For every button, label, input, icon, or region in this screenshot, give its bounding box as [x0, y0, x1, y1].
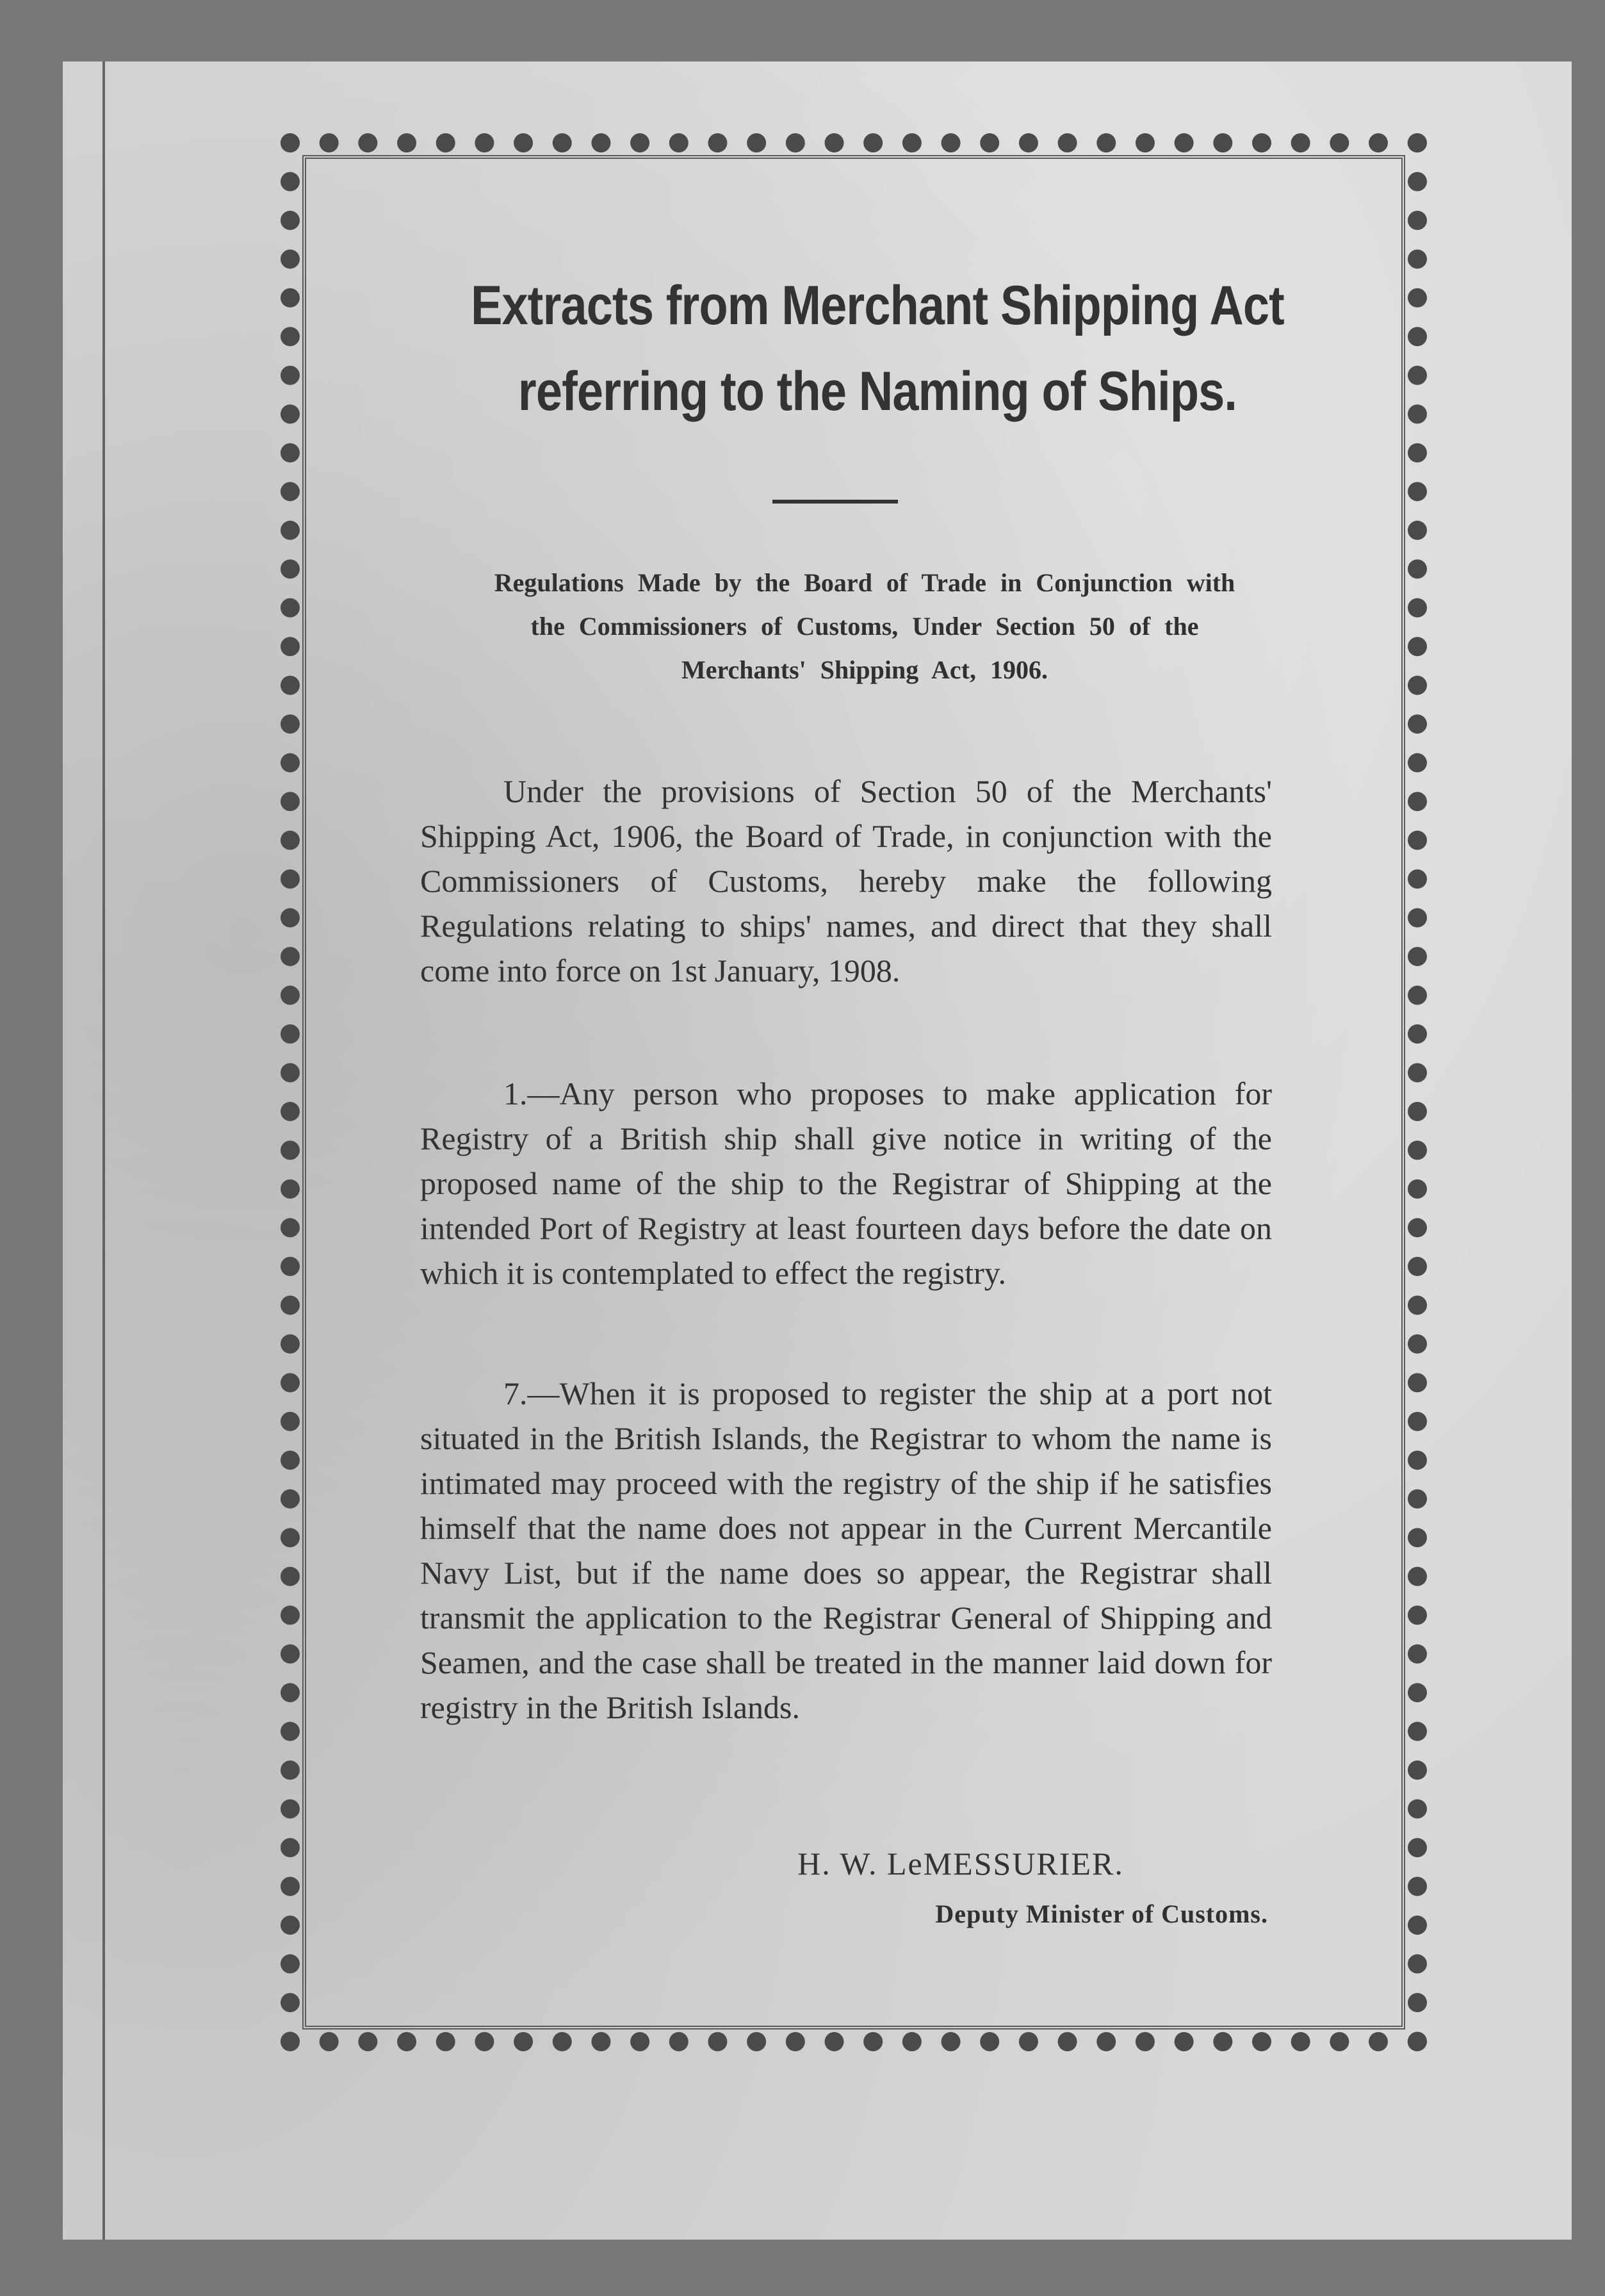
- title-divider: [772, 500, 898, 504]
- regulation-1-paragraph: 1.—Any person who proposes to make application for Registry of a British ship shall give notice in writing of the proposed name of the ship to the Registrar of Shipping at the intended Port of Registry at least fourteen days before the date on which it is contemplated to effect the registry.: [420, 1076, 1272, 1291]
- regulation-7-paragraph: 7.—When it is proposed to register the ship at a port not situated in the British Islands, the Registrar to whom the name is intimated may proceed with the registry of the ship if he satisfies himself that the name does not appear in the Current Mercantile Navy List, but if the name does so appear, the Registrar shall transmit the application to the Registrar General of Shipping and Seamen, and the case shall be treated in the manner laid down for registry in the British Islands.: [420, 1375, 1272, 1725]
- signatory-name: H. W. LeMESSURIER.: [797, 1846, 1124, 1882]
- document-subtitle: Regulations Made by the Board of Trade in Conjunction with the Commissioners of Customs, Under Section 50 of the Merchants' Shipping Act, 1906.: [494, 568, 1235, 684]
- page-fold-line: [102, 62, 105, 2240]
- intro-paragraph: Under the provisions of Section 50 of the Merchants' Shipping Act, 1906, the Board of Trade, in conjunction with the Commissioners of Customs, hereby make the following Regulations relating to ships' names, and direct that they shall come into force on 1st January, 1908.: [420, 773, 1272, 988]
- document-title: Extracts from Merchant Shipping Act referring to the Naming of Ships.: [471, 275, 1284, 422]
- signatory-title: Deputy Minister of Customs.: [935, 1899, 1268, 1928]
